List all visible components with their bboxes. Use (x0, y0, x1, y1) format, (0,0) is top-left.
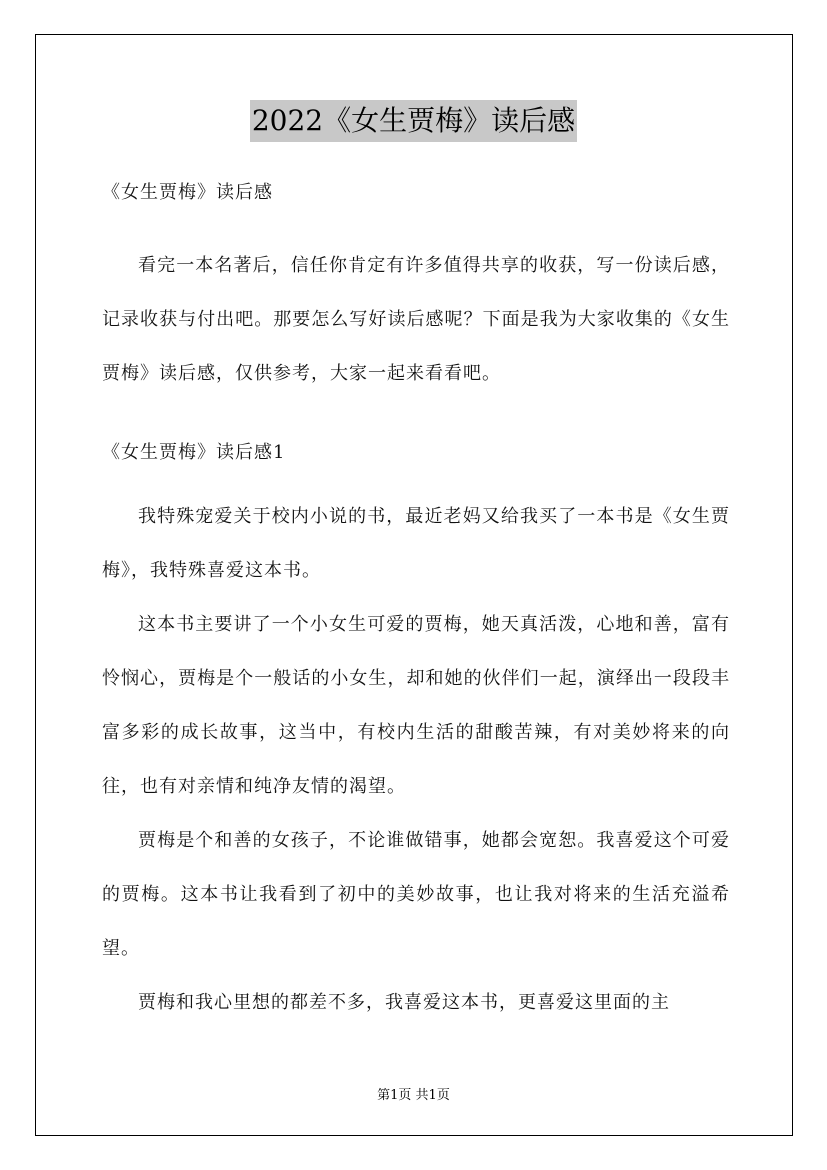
body-paragraph: 我特殊宠爱关于校内小说的书，最近老妈又给我买了一本书是《女生贾梅》，我特殊喜爱这本书。 (102, 506, 730, 581)
document-body (102, 175, 730, 1030)
subheading: 《女生贾梅》读后感 (102, 182, 273, 203)
body-paragraph: 贾梅是个和善的女孩子，不论谁做错事，她都会宽恕。我喜爱这个可爱的贾梅。这本书让我看到了初中的美妙故事，也让我对将来的生活充溢希望。 (102, 830, 730, 959)
section-heading: 《女生贾梅》读后感1 (102, 442, 286, 463)
title-container (0, 100, 827, 142)
page-number: 第1页 共1页 (377, 1088, 450, 1103)
document-title: 2022《女生贾梅》读后感 (250, 100, 577, 142)
intro-paragraph: 看完一本名著后，信任你肯定有许多值得共享的收获，写一份读后感，记录收获与付出吧。那要怎么写好读后感呢？下面是我为大家收集的《女生贾梅》读后感，仅供参考，大家一起来看看吧。 (102, 255, 730, 384)
body-paragraph: 这本书主要讲了一个小女生可爱的贾梅，她天真活泼，心地和善，富有怜悯心，贾梅是个一般话的小女生，却和她的伙伴们一起，演绎出一段段丰富多彩的成长故事，这当中，有校内生活的甜酸苦辣，有对美妙将来的向往，也有对亲情和纯净友情的渴望。 (102, 614, 730, 797)
body-paragraph: 贾梅和我心里想的都差不多，我喜爱这本书，更喜爱这里面的主 (138, 992, 670, 1013)
page-footer (0, 1084, 827, 1103)
